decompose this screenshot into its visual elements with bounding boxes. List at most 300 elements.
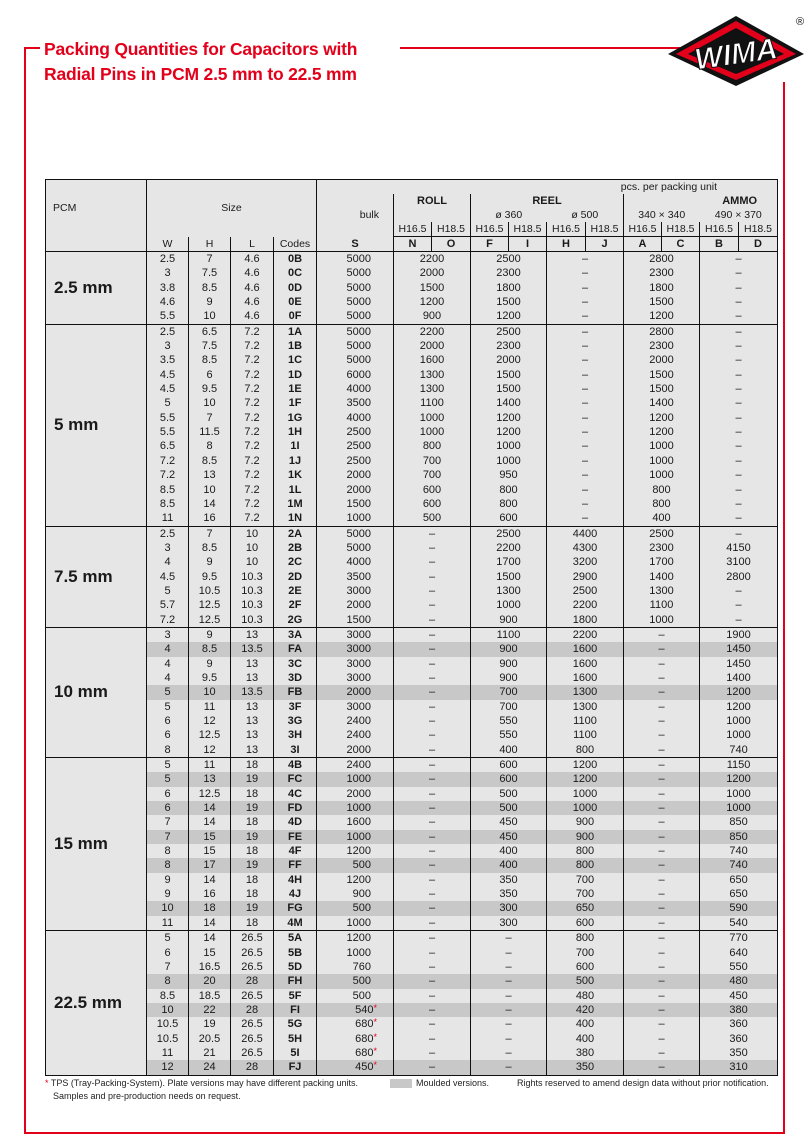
code-cell <box>274 511 317 526</box>
ammo-340-qty-cell <box>624 613 700 628</box>
bulk-qty-cell <box>317 657 394 671</box>
table-row <box>46 1046 778 1060</box>
cell-value: 12 <box>161 1061 174 1074</box>
header-height: H18.5 <box>432 222 471 237</box>
cell-value: 640 <box>729 946 748 959</box>
cell-value: 7.2 <box>244 397 260 410</box>
cell-value: 1500 <box>649 296 674 309</box>
cell-value: 8.5 <box>201 643 218 656</box>
table-row <box>46 584 778 598</box>
width-cell <box>147 931 189 946</box>
cell-value: 2300 <box>496 267 521 280</box>
height-cell <box>189 454 231 468</box>
cell-value: 10.5 <box>156 1032 179 1045</box>
bulk-qty-cell <box>317 931 394 946</box>
width-cell <box>147 946 189 960</box>
width-cell <box>147 642 189 656</box>
bulk-qty-cell <box>317 613 394 628</box>
height-cell <box>189 758 231 773</box>
cell-value: – <box>428 960 436 973</box>
code-cell <box>274 613 317 628</box>
length-cell <box>231 772 274 786</box>
cell-value: 13 <box>245 628 259 641</box>
header-roll: ROLL <box>394 194 471 208</box>
bulk-qty-cell <box>317 324 394 339</box>
height-cell <box>189 439 231 453</box>
length-cell <box>231 339 274 353</box>
reel-360-qty-cell <box>471 901 547 915</box>
height-cell <box>189 657 231 671</box>
length-cell <box>231 439 274 453</box>
cell-value: 0D <box>287 281 303 294</box>
height-cell <box>189 728 231 742</box>
reel-500-qty-cell <box>547 541 624 555</box>
reel-360-qty-cell <box>471 324 547 339</box>
length-cell <box>231 309 274 324</box>
bulk-qty-cell <box>317 1060 394 1075</box>
ammo-340-qty-cell <box>624 252 700 267</box>
cell-value: 550 <box>499 715 518 727</box>
height-cell <box>189 815 231 829</box>
cell-value: – <box>505 932 512 945</box>
width-cell <box>147 1060 189 1075</box>
bulk-qty-cell <box>317 295 394 309</box>
cell-value: 1G <box>287 411 303 424</box>
ammo-340-qty-cell <box>624 642 700 656</box>
cell-value: 1200 <box>726 686 751 699</box>
roll-qty-cell <box>394 873 471 887</box>
cell-value: 5 <box>164 397 171 410</box>
cell-value: 0C <box>287 267 303 280</box>
width-cell <box>147 411 189 425</box>
bulk-qty-cell <box>317 497 394 511</box>
cell-value: 500 <box>499 787 518 800</box>
table-row <box>46 396 778 410</box>
cell-value: – <box>658 628 665 641</box>
reel-360-qty-cell <box>471 989 547 1003</box>
cell-value: 2300 <box>649 267 674 280</box>
reel-360-qty-cell <box>471 946 547 960</box>
table-row <box>46 1017 778 1031</box>
ammo-490-qty-cell <box>700 772 778 786</box>
cell-value: 400 <box>575 1018 595 1031</box>
bulk-qty-cell <box>317 887 394 901</box>
width-cell <box>147 1003 189 1017</box>
reel-500-qty-cell <box>547 252 624 267</box>
ammo-340-qty-cell <box>624 353 700 367</box>
width-cell <box>147 960 189 974</box>
cell-value: – <box>428 643 436 656</box>
height-cell <box>189 252 231 267</box>
reel-500-qty-cell <box>547 830 624 844</box>
reel-360-qty-cell <box>471 627 547 642</box>
roll-qty-cell <box>394 901 471 915</box>
cell-value: 12.5 <box>198 613 221 626</box>
cell-value: – <box>658 946 665 959</box>
cell-value: – <box>658 888 665 901</box>
ammo-490-qty-cell <box>700 873 778 887</box>
ammo-340-qty-cell <box>624 700 700 714</box>
svg-text:WIMA: WIMA <box>692 32 780 77</box>
cell-value: – <box>505 960 512 973</box>
code-cell <box>274 974 317 988</box>
roll-qty-cell <box>394 627 471 642</box>
cell-value: 2400 <box>346 759 371 772</box>
length-cell <box>231 873 274 887</box>
code-cell <box>274 570 317 584</box>
height-cell <box>189 324 231 339</box>
cell-value: – <box>428 773 436 786</box>
cell-value: 400 <box>499 743 518 756</box>
table-row <box>46 339 778 353</box>
cell-value: 13 <box>245 729 259 742</box>
cell-value: 9.5 <box>201 671 218 684</box>
cell-value: 10 <box>203 310 216 323</box>
cell-value: 4H <box>287 873 303 886</box>
cell-value: – <box>581 310 589 323</box>
ammo-490-qty-cell <box>700 295 778 309</box>
width-cell <box>147 555 189 569</box>
frame-border-left <box>24 47 26 1134</box>
pcm-label: 15 mm <box>46 758 147 931</box>
cell-value: – <box>505 1018 512 1031</box>
cell-value: 1000 <box>572 787 598 800</box>
cell-value: 14 <box>203 873 216 886</box>
table-row <box>46 598 778 612</box>
cell-value: 7.2 <box>244 383 260 396</box>
cell-value: 0E <box>288 296 302 309</box>
cell-value: 350 <box>499 888 518 901</box>
cell-value: 740 <box>729 859 748 872</box>
cell-value: – <box>428 916 436 929</box>
cell-value: FG <box>287 902 303 915</box>
ammo-490-qty-cell <box>700 960 778 974</box>
height-cell <box>189 1032 231 1046</box>
cell-value: – <box>735 613 742 626</box>
cell-value: 1E <box>288 383 302 396</box>
cell-value: 1500 <box>496 383 521 396</box>
reel-500-qty-cell <box>547 439 624 453</box>
ammo-490-qty-cell <box>700 353 778 367</box>
length-cell <box>231 454 274 468</box>
cell-value: 5I <box>290 1046 300 1059</box>
cell-value: 3A <box>287 628 303 641</box>
code-cell <box>274 801 317 815</box>
cell-value: 1500 <box>496 570 521 583</box>
ammo-490-qty-cell <box>700 627 778 642</box>
cell-value: 1000 <box>496 599 521 612</box>
cell-value: 9 <box>206 556 213 569</box>
reel-500-qty-cell <box>547 743 624 758</box>
reel-500-qty-cell <box>547 598 624 612</box>
cell-value: 7.2 <box>244 483 260 496</box>
width-cell <box>147 252 189 267</box>
height-cell <box>189 873 231 887</box>
width-cell <box>147 714 189 728</box>
cell-value: – <box>735 599 742 612</box>
cell-value: – <box>428 1046 436 1059</box>
header-ammo-340: 340 × 340 <box>624 208 700 222</box>
cell-value: 1A <box>287 325 303 338</box>
ammo-490-qty-cell <box>700 787 778 801</box>
length-cell <box>231 324 274 339</box>
cell-value: 16 <box>203 888 216 901</box>
cell-value: 26.5 <box>241 1018 263 1031</box>
cell-value: – <box>428 816 436 829</box>
reel-500-qty-cell <box>547 685 624 699</box>
bulk-qty-cell <box>317 382 394 396</box>
svg-text:®: ® <box>796 16 805 28</box>
cell-value: 16 <box>203 512 216 525</box>
roll-qty-cell <box>394 657 471 671</box>
width-cell <box>147 541 189 555</box>
ammo-340-qty-cell <box>624 411 700 425</box>
cell-value: – <box>428 599 436 612</box>
table-row <box>46 353 778 367</box>
bulk-qty-cell <box>317 555 394 569</box>
ammo-490-qty-cell <box>700 758 778 773</box>
ammo-340-qty-cell <box>624 483 700 497</box>
ammo-490-qty-cell <box>700 1017 778 1031</box>
moulded-legend <box>390 1077 489 1090</box>
cell-value: 7.2 <box>244 512 260 525</box>
ammo-340-qty-cell <box>624 526 700 541</box>
length-cell <box>231 526 274 541</box>
pcm-label: 22.5 mm <box>46 931 147 1075</box>
header-size-col: W <box>147 237 189 252</box>
cell-value: 17 <box>203 859 216 872</box>
cell-value: 18.5 <box>198 989 221 1002</box>
reel-500-qty-cell <box>547 281 624 295</box>
ammo-490-qty-cell <box>700 598 778 612</box>
cell-value: 3500 <box>346 397 371 410</box>
reel-360-qty-cell <box>471 974 547 988</box>
cell-value: – <box>735 440 742 453</box>
cell-value: 7 <box>164 816 171 829</box>
cell-value: 2500 <box>496 325 521 338</box>
length-cell <box>231 598 274 612</box>
cell-value: 20 <box>203 975 216 988</box>
ammo-490-qty-cell <box>700 555 778 569</box>
code-cell <box>274 584 317 598</box>
cell-value: 1200 <box>346 932 371 945</box>
reel-500-qty-cell <box>547 801 624 815</box>
roll-qty-cell <box>394 758 471 773</box>
cell-value: 650 <box>729 888 748 901</box>
roll-qty-cell <box>394 570 471 584</box>
bulk-qty-cell <box>317 627 394 642</box>
cell-value: 1500 <box>649 383 674 396</box>
cell-value: 800 <box>652 497 671 510</box>
height-cell <box>189 483 231 497</box>
cell-value: 1800 <box>496 281 521 294</box>
cell-value: 9.5 <box>201 383 218 396</box>
reel-500-qty-cell <box>547 339 624 353</box>
reel-360-qty-cell <box>471 1003 547 1017</box>
title-line-2: Radial Pins in PCM 2.5 mm to 22.5 mm <box>44 64 357 84</box>
cell-value: – <box>428 570 436 583</box>
cell-value: 13.5 <box>241 643 263 656</box>
cell-value: – <box>581 253 589 265</box>
width-cell <box>147 844 189 858</box>
height-cell <box>189 368 231 382</box>
reel-500-qty-cell <box>547 584 624 598</box>
cell-value: – <box>428 1032 436 1045</box>
reel-500-qty-cell <box>547 671 624 685</box>
ammo-490-qty-cell <box>700 584 778 598</box>
roll-qty-cell <box>394 700 471 714</box>
cell-value: – <box>581 483 589 496</box>
bulk-qty-cell <box>317 368 394 382</box>
cell-value: 3F <box>288 700 302 713</box>
roll-qty-cell <box>394 526 471 541</box>
cell-value: 2000 <box>649 354 674 367</box>
length-cell <box>231 584 274 598</box>
cell-value: 500 <box>422 512 442 525</box>
cell-value: 800 <box>652 483 671 496</box>
cell-value: 310 <box>729 1061 748 1074</box>
header-height: H16.5 <box>471 222 509 237</box>
table-row <box>46 570 778 584</box>
cell-value: 5000 <box>346 325 371 338</box>
cell-value: – <box>428 946 436 959</box>
ammo-340-qty-cell <box>624 396 700 410</box>
code-cell <box>274 844 317 858</box>
cell-value: 4300 <box>572 541 598 554</box>
table-row <box>46 483 778 497</box>
cell-value: 10 <box>203 686 216 699</box>
reel-360-qty-cell <box>471 931 547 946</box>
bulk-qty-cell <box>317 844 394 858</box>
table-row <box>46 931 778 946</box>
cell-value: 7.5 <box>201 267 218 280</box>
cell-value: 4.6 <box>244 281 260 294</box>
cell-value: 4 <box>164 556 171 569</box>
header-height: H18.5 <box>739 222 778 237</box>
height-cell <box>189 685 231 699</box>
ammo-340-qty-cell <box>624 541 700 555</box>
table-row <box>46 324 778 339</box>
cell-value: 400 <box>652 512 671 525</box>
code-cell <box>274 281 317 295</box>
cell-value: – <box>428 873 436 886</box>
width-cell <box>147 887 189 901</box>
cell-value: 7.2 <box>244 426 260 439</box>
length-cell <box>231 1046 274 1060</box>
length-cell <box>231 671 274 685</box>
code-cell <box>274 439 317 453</box>
cell-value: 2400 <box>346 729 371 742</box>
height-cell <box>189 989 231 1003</box>
ammo-340-qty-cell <box>624 627 700 642</box>
length-cell <box>231 743 274 758</box>
height-cell <box>189 901 231 915</box>
cell-value: 7.2 <box>244 440 260 453</box>
cell-value: 1200 <box>649 426 674 439</box>
length-cell <box>231 642 274 656</box>
samples-note: Samples and pre-production needs on request. <box>53 1091 241 1101</box>
ammo-340-qty-cell <box>624 714 700 728</box>
cell-value: 12 <box>203 715 216 727</box>
ammo-340-qty-cell <box>624 324 700 339</box>
height-cell <box>189 425 231 439</box>
cell-value: 540 <box>355 1003 374 1016</box>
cell-value: 5000 <box>346 354 371 367</box>
width-cell <box>147 1046 189 1060</box>
bulk-qty-cell <box>317 974 394 988</box>
cell-value: 1000 <box>726 715 751 727</box>
header-size-col: L <box>231 237 274 252</box>
table-row <box>46 411 778 425</box>
reel-500-qty-cell <box>547 368 624 382</box>
bulk-qty-cell <box>317 858 394 872</box>
wima-logo <box>666 12 806 88</box>
ammo-490-qty-cell <box>700 252 778 267</box>
reel-500-qty-cell <box>547 960 624 974</box>
cell-value: 6.5 <box>159 440 176 453</box>
ammo-490-qty-cell <box>700 425 778 439</box>
reel-360-qty-cell <box>471 758 547 773</box>
cell-value: 3100 <box>726 556 751 569</box>
reel-360-qty-cell <box>471 887 547 901</box>
ammo-340-qty-cell <box>624 772 700 786</box>
cell-value: 1200 <box>496 411 521 424</box>
ammo-490-qty-cell <box>700 439 778 453</box>
ammo-490-qty-cell <box>700 815 778 829</box>
cell-value: 2800 <box>726 570 751 583</box>
height-cell <box>189 468 231 482</box>
cell-value: – <box>658 643 665 656</box>
width-cell <box>147 815 189 829</box>
cell-value: – <box>581 368 589 381</box>
code-cell <box>274 671 317 685</box>
cell-value: 600 <box>422 483 442 496</box>
cell-value: – <box>658 845 665 858</box>
bulk-qty-cell <box>317 700 394 714</box>
tps-marker: * <box>373 1002 377 1013</box>
roll-qty-cell <box>394 1060 471 1075</box>
cell-value: 7.2 <box>159 469 176 482</box>
code-cell <box>274 772 317 786</box>
header-code-col: J <box>586 237 624 252</box>
ammo-340-qty-cell <box>624 657 700 671</box>
cell-value: – <box>428 902 436 915</box>
cell-value: 2200 <box>572 628 598 641</box>
cell-value: 2000 <box>346 686 371 699</box>
cell-value: 1C <box>287 354 303 367</box>
code-cell <box>274 266 317 280</box>
roll-qty-cell <box>394 368 471 382</box>
ammo-490-qty-cell <box>700 526 778 541</box>
cell-value: 10.5 <box>156 1018 179 1031</box>
height-cell <box>189 497 231 511</box>
height-cell <box>189 642 231 656</box>
cell-value: 800 <box>575 859 595 872</box>
ammo-490-qty-cell <box>700 368 778 382</box>
ammo-340-qty-cell <box>624 728 700 742</box>
cell-value: – <box>581 512 589 525</box>
table-body <box>46 252 778 1076</box>
cell-value: 4C <box>287 787 303 800</box>
code-cell <box>274 1046 317 1060</box>
cell-value: 360 <box>729 1032 748 1045</box>
code-cell <box>274 743 317 758</box>
cell-value: 8.5 <box>201 454 218 467</box>
code-cell <box>274 339 317 353</box>
bulk-qty-cell <box>317 252 394 267</box>
cell-value: 1600 <box>419 354 445 367</box>
cell-value: – <box>735 310 742 323</box>
